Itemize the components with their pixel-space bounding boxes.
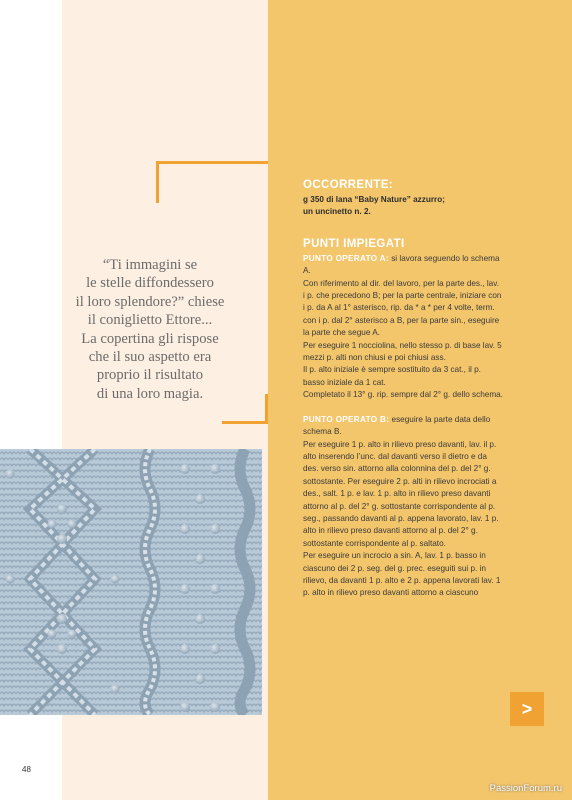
materials-line: g 350 di lana “Baby Nature” azzurro; bbox=[303, 195, 445, 204]
punto-b-label: PUNTO OPERATO B: bbox=[303, 414, 390, 424]
crochet-stitch-photo bbox=[0, 449, 262, 715]
quote-line: il loro splendore?” chiese bbox=[75, 293, 225, 310]
page-number: 48 bbox=[22, 765, 31, 774]
instruction-paragraph: Con riferimento al dir. del lavoro, per la parte des., lav. i p. che precedono B; per la parte centrale, iniziare con i p. da A al 1° asterisco, rip. da * a * per 4 volte, term. con i p. dal 2° asterisco a B, per la parte sin., eseguire la parte che segue A. bbox=[303, 278, 502, 338]
pull-quote bbox=[36, 256, 264, 403]
watermark: PassionForum.ru bbox=[489, 783, 562, 794]
punti-heading: PUNTI IMPIEGATI bbox=[303, 237, 405, 250]
instruction-paragraph: Per eseguire 1 nocciolina, nello stesso p. di base lav. 5 mezzi p. alti non chiusi e poi chiusi ass. bbox=[303, 340, 502, 363]
punto-a-paragraph bbox=[303, 253, 503, 278]
next-page-arrow[interactable]: > bbox=[510, 692, 544, 726]
punto-a-label: PUNTO OPERATO A: bbox=[303, 253, 389, 263]
occorrente-heading: OCCORRENTE: bbox=[303, 179, 394, 191]
instruction-paragraph: Il p. alto iniziale è sempre sostituito da 3 cat., il p. basso iniziale da 1 cat. bbox=[303, 365, 481, 387]
quote-line: “Ti immagini se bbox=[102, 257, 198, 273]
quote-line: La copertina gli rispose bbox=[81, 330, 219, 347]
instruction-paragraph: Completato il 13° g. rip. sempre dal 2° g. dello schema. bbox=[303, 390, 503, 400]
quote-line: di una loro magia. bbox=[96, 385, 204, 402]
punto-a-intro: si lavora seguendo lo schema A. bbox=[303, 253, 500, 276]
instructions-column bbox=[303, 178, 503, 600]
punto-b-paragraph bbox=[303, 414, 503, 439]
quote-line: le stelle diffondessero bbox=[86, 275, 214, 292]
quote-bracket-top bbox=[156, 161, 268, 203]
quote-line: proprio il risultato bbox=[96, 367, 204, 384]
materials-line: un uncinetto n. 2. bbox=[303, 207, 371, 217]
quote-line: che il suo aspetto era bbox=[88, 349, 212, 366]
quote-line: il coniglietto Ettore... bbox=[87, 312, 213, 329]
instruction-paragraph: Per eseguire 1 p. alto in rilievo preso davanti, lav. il p. alto inserendo l’unc. dal davanti verso il dietro e da des. verso sin. attorno alla colonnina del p. del 2° g. sottostante. Per eseguire 2 p. alti in rilievo incrociati a des., salt. 1 p. e lav. 1 p. alto in rilievo preso davanti attorno al p. del 2° g. sottostante corrispondente al p. seg., passando davanti al p. appena lavorato, lav. 1 p. alto in rilievo preso davanti attorno al p. del 2° g. sottostante corrispondente al p. saltato. bbox=[303, 439, 499, 548]
punto-b-intro: eseguire la parte data dello schema B. bbox=[303, 414, 491, 437]
instruction-paragraph: Per eseguire un incrocio a sin. A, lav. 1 p. basso in ciascuno dei 2 p. seg. del g. prec. eseguiti sui p. in rilievo, da davanti 1 p. alto e 2 p. appena lavorati lav. 1 p. alto in rilievo preso davanti attorno a ciascuno bbox=[303, 551, 501, 598]
